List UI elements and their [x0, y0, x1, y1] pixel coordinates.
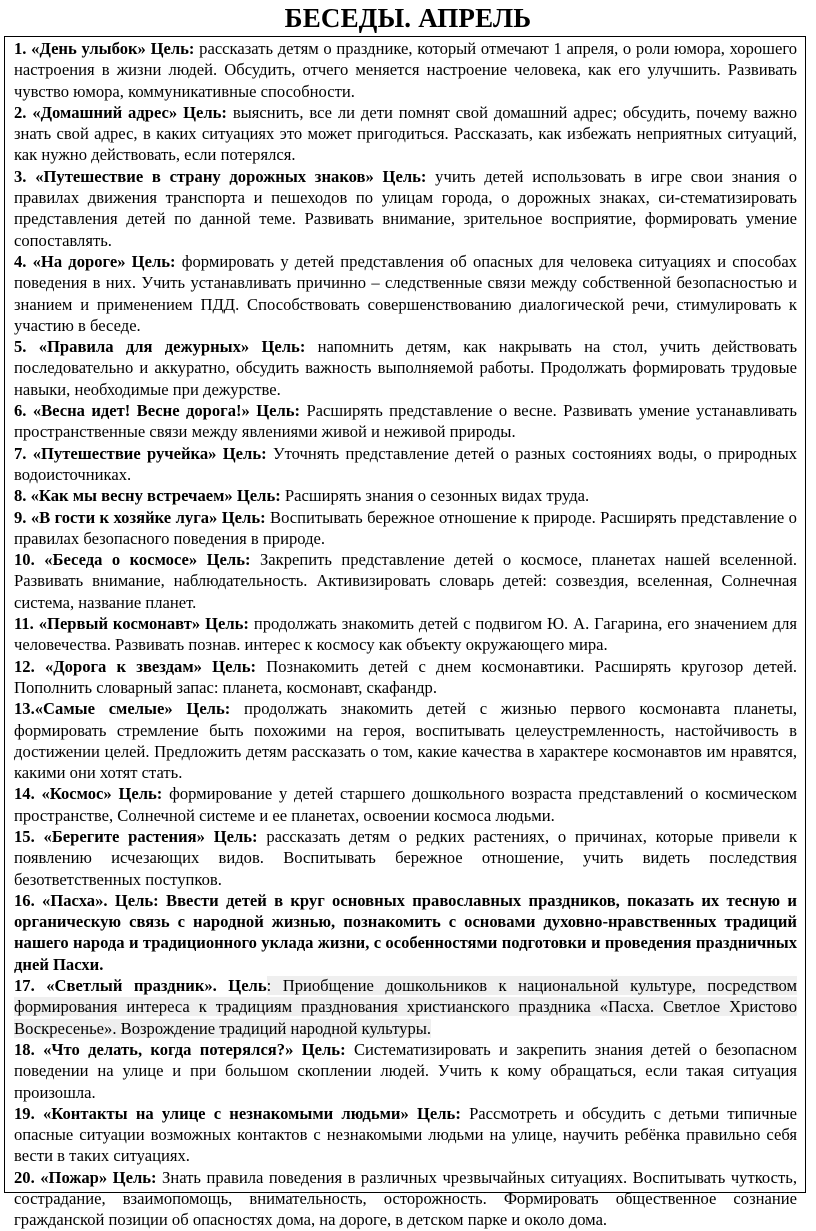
item-text: учить детей использовать в игре свои знания о правилах движения транспорта и пешеходов по улицам города, о дорожных знаках, си-стематизировать представления детей по данной теме. Развивать внимание, зрительное восприятие, формировать умение сопоставлять. [14, 166, 797, 250]
item-title: «Контакты на улице с незнакомыми людьми» [42, 1103, 409, 1123]
item-goal-label: Цель: [206, 550, 251, 570]
list-item [14, 400, 797, 443]
item-goal-label: Цель: [382, 166, 427, 186]
item-number: 14. [14, 784, 35, 804]
item-goal-label: Цель: [112, 1167, 157, 1187]
item-text: формирование у детей старшего дошкольного возраста представлений о космическом пространстве, Солнечной системе и ее планетах, освоении космоса людьми. [14, 784, 797, 825]
item-text: Рассмотреть и обсудить с детьми типичные опасные ситуации возможных контактов с незнакомыми людьми на улице, научить ребёнка правильно себя вести в таких ситуациях. [14, 1103, 798, 1166]
list-item [14, 613, 797, 656]
item-number: 7. [14, 443, 27, 463]
item-goal-label: Цель [216, 976, 267, 996]
item-number: 10. [14, 550, 35, 570]
item-title: «Как мы весну встречаем» [30, 486, 233, 506]
item-goal-label: Цель: [221, 507, 266, 527]
list-item [14, 38, 797, 102]
list-item [14, 975, 797, 1039]
item-title: «Весна идет! Весне дорога!» [32, 401, 250, 421]
item-goal-label: Цель: [261, 337, 306, 357]
item-number: 6. [14, 401, 27, 421]
item-text: Закрепить представление детей о космосе, планетах нашей вселенной. Развивать внимание, наблюдательность. Активизировать словарь детей: созвездия, вселенная, Солнечная система, название планет. [14, 550, 798, 612]
item-title: «Правила для дежурных» [38, 337, 250, 357]
list-item [14, 507, 797, 550]
item-title: «День улыбок» [31, 39, 146, 58]
list-item [14, 102, 797, 166]
item-text: выяснить, все ли дети помнят свой домашний адрес; обсудить, почему важно знать свой адрес, в каких ситуациях это может пригодиться. Рассказать, как избежать неприятных ситуаций, как нужно действовать, если потерялся. [14, 102, 797, 165]
item-title: «Берегите растения» [43, 826, 205, 846]
item-title: «Пасха». [42, 890, 108, 910]
item-number: 16. [14, 890, 35, 910]
item-title: «Первый космонавт» [38, 614, 201, 634]
item-title: «На дороге» [32, 251, 126, 271]
item-text: Воспитывать бережное отношение к природе. Расширять представление о правилах безопасного поведения в природе. [14, 507, 797, 548]
item-number: 3. [14, 166, 27, 186]
item-goal-label: Цель: [256, 401, 301, 421]
list-item [14, 1167, 797, 1231]
item-text: Систематизировать и закрепить знания детей о безопасном поведении на улице и при большом скоплении людей. Учить к кому обращаться, если такая ситуация произошла. [14, 1039, 798, 1102]
item-number: 12. [14, 656, 35, 676]
item-number: 2. [14, 102, 27, 122]
item-goal-label: Цель: [131, 251, 176, 271]
item-goal-label: Цель: [213, 826, 258, 846]
item-text: формировать у детей представления об опасных для человека ситуациях и способах поведения в них. Учить устанавливать причинно – следственные связи между собственной безопасностью и знанием и применением ПДД. Способствовать совершенствованию диалогической речи, стимулировать к участию в беседе. [14, 251, 797, 335]
item-title: «Пожар» [40, 1167, 108, 1187]
item-title: «Путешествие ручейка» [32, 443, 217, 463]
list-item [14, 549, 797, 613]
item-title: «В гости к хозяйке луга» [30, 507, 218, 527]
item-goal-label: Цель: [416, 1103, 461, 1123]
list-item [14, 1103, 797, 1167]
item-number: 18. [14, 1039, 35, 1059]
page-title: БЕСЕДЫ. АПРЕЛЬ [284, 3, 532, 33]
item-number: 5. [14, 337, 27, 357]
list-item [14, 485, 797, 506]
list-item [14, 698, 797, 783]
item-title: «Что делать, когда потерялся?» [43, 1039, 294, 1059]
item-goal-label: Цель: [301, 1039, 346, 1059]
item-goal-label: Цель: [186, 699, 231, 719]
item-text: рассказать детям о празднике, который отмечают 1 апреля, о роли юмора, хорошего настроения в жизни людей. Обсудить, отчего меняется настроение человека, как его улучшить. Развивать чувство юмора, коммуникативные способности. [14, 39, 798, 101]
item-number: 1. [14, 39, 27, 58]
item-text: Уточнять представление детей о разных состояниях воды, о природных водоисточниках. [14, 443, 798, 484]
item-number: 19. [14, 1103, 35, 1123]
list-item [14, 826, 797, 890]
list-item [14, 166, 797, 251]
item-number: 8. [14, 486, 27, 506]
item-text: Ввести детей в круг основных православных праздников, показать их тесную и органическую связь с народной жизнью, познакомить с основами духовно-нравственных традиций нашего народа и традиционного уклада жизни, с особенностями подготовки и проведения праздничных дней Пасхи. [14, 890, 797, 974]
item-title: «Путешествие в страну дорожных знаков» [35, 166, 374, 186]
item-goal-label: Цель: [183, 102, 227, 122]
item-title: «Домашний адрес» [32, 102, 178, 122]
item-number: 20. [14, 1167, 35, 1187]
item-goal-label: Цель: [236, 486, 281, 506]
list-item [14, 1039, 797, 1103]
item-title: «Беседа о космосе» [44, 550, 198, 570]
item-goal-label: Цель: [150, 39, 195, 58]
conversations-table [4, 36, 806, 1230]
item-number: 13. [14, 699, 35, 719]
item-text: рассказать детям о редких растениях, о причинах, которые привели к появлению исчезающих видов. Воспитывать бережное отношение, учить видеть последствия безответственных поступков. [14, 826, 797, 889]
item-number: 9. [14, 507, 27, 527]
item-text: Расширять представление о весне. Развивать умение устанавливать пространственные связи между явлениями живой и неживой природы. [14, 401, 797, 442]
list-item [14, 656, 797, 699]
item-goal-label: Цель: [118, 784, 163, 804]
item-goal-label: Цель: [205, 614, 249, 634]
item-text: Расширять знания о сезонных видах труда. [284, 486, 590, 506]
list-item [14, 783, 797, 826]
item-title: «Светлый праздник». [46, 976, 217, 996]
item-number: 15. [14, 826, 35, 846]
list-item [14, 251, 797, 336]
list-item [14, 336, 797, 400]
item-text: продолжать знакомить детей с подвигом Ю. А. Гагарина, его значением для человечества. Развивать познав. интерес к космосу как объекту окружающего мира. [14, 614, 797, 655]
item-text: напомнить детям, как накрывать на стол, учить действовать последовательно и аккуратно, обсудить важность выполняемой работы. Продолжать формировать трудовые навыки, необходимые при дежурстве. [14, 337, 798, 399]
item-text: : Приобщение дошкольников к национальной культуре, посредством формирования интереса к традициям празднования христианского праздника «Пасха. Светлое Христово Воскресенье». Возрождение традиций народной культуры. [14, 976, 797, 1038]
item-title: «Самые смелые» [34, 699, 173, 719]
item-text: продолжать знакомить детей с жизнью первого космонавта планеты, формировать стремление быть похожими на героя, воспитывать целеустремленность, настойчивость в достижении целей. Предложить детям рассказать о том, какие качества в характере космонавтов им нравятся, какими они хотят стать. [14, 699, 798, 783]
list-item [14, 443, 797, 486]
item-goal-label: Цель: [212, 656, 257, 676]
item-goal-label: Цель: [114, 890, 159, 910]
item-title: «Космос» [41, 784, 112, 804]
item-title: «Дорога к звездам» [44, 656, 202, 676]
item-number: 11. [14, 614, 34, 634]
item-goal-label: Цель: [222, 443, 267, 463]
item-text: Познакомить детей с днем космонавтики. Расширять кругозор детей. Пополнить словарный запас: планета, космонавт, скафандр. [14, 656, 797, 697]
item-number: 4. [14, 251, 27, 271]
list-item [14, 890, 797, 975]
item-number: 17. [14, 976, 35, 996]
item-text: Знать правила поведения в различных чрезвычайных ситуациях. Воспитывать чуткость, сострадание, взаимопомощь, внимательность, осторожность. Формировать общественное сознание гражданской позиции об опасностях дома, на дороге, в детском парке и около дома. [14, 1167, 797, 1230]
